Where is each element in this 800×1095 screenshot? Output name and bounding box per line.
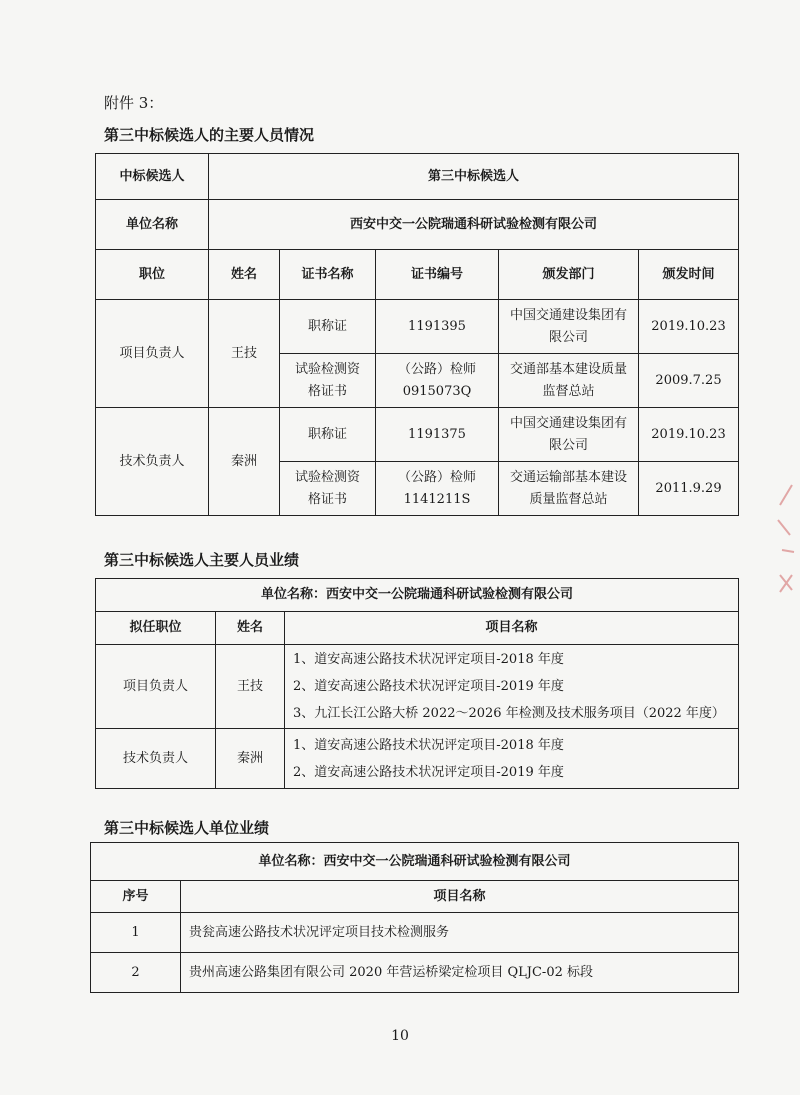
table-row — [96, 729, 739, 789]
header-row — [91, 881, 739, 913]
col-header-position: 职位 — [96, 250, 209, 300]
cert-date: 2011.9.29 — [639, 462, 739, 516]
col-header-position: 拟任职位 — [96, 612, 216, 645]
person-position: 项目负责人 — [96, 300, 209, 408]
cert-issuer: 交通运输部基本建设 质量监督总站 — [499, 462, 639, 516]
project-name: 贵瓮高速公路技术状况评定项目技术检测服务 — [181, 913, 739, 953]
list-item: 2、道安高速公路技术状况评定项目-2019 年度 — [293, 764, 564, 780]
col-header-cert-number: 证书编号 — [376, 250, 499, 300]
project-name: 贵州高速公路集团有限公司 2020 年营运桥梁定检项目 QLJC-02 标段 — [181, 953, 739, 993]
cert-name: 试验检测资 格证书 — [280, 354, 376, 408]
col-header-project: 项目名称 — [285, 612, 739, 645]
list-item: 2、道安高速公路技术状况评定项目-2019 年度 — [293, 679, 564, 694]
person-name: 秦洲 — [209, 408, 280, 516]
col-header-issue-date: 颁发时间 — [639, 250, 739, 300]
cert-issuer: 中国交通建设集团有 限公司 — [499, 408, 639, 462]
header-row — [96, 250, 739, 300]
seal-fragment-icon — [772, 480, 796, 610]
col-header-issuer: 颁发部门 — [499, 250, 639, 300]
unit-header: 单位名称：西安中交一公院瑞通科研试验检测有限公司 — [96, 579, 739, 612]
table-row — [96, 645, 739, 729]
cert-name: 职称证 — [280, 408, 376, 462]
list-item: 3、九江长江公路大桥 2022～2026 年检测及技术服务项目（2022 年度） — [293, 706, 725, 721]
col-header-project: 项目名称 — [181, 881, 739, 913]
cert-number: 1191375 — [376, 408, 499, 462]
col-header-cert-name: 证书名称 — [280, 250, 376, 300]
cert-name: 职称证 — [280, 300, 376, 354]
cert-date: 2019.10.23 — [639, 408, 739, 462]
row-number: 1 — [91, 913, 181, 953]
candidate-label: 中标候选人 — [96, 154, 209, 200]
person-position: 项目负责人 — [96, 645, 216, 729]
col-header-name: 姓名 — [209, 250, 280, 300]
cert-number: （公路）检师 0915073Q — [376, 354, 499, 408]
unit-header-row — [96, 579, 739, 612]
unit-header: 单位名称：西安中交一公院瑞通科研试验检测有限公司 — [91, 843, 739, 881]
cert-number: 1191395 — [376, 300, 499, 354]
project-list — [285, 729, 739, 789]
row-number: 2 — [91, 953, 181, 993]
unit-row — [96, 200, 739, 250]
candidate-row — [96, 154, 739, 200]
person-position: 技术负责人 — [96, 729, 216, 789]
cert-name: 试验检测资 格证书 — [280, 462, 376, 516]
unit-performance-table — [90, 842, 739, 993]
table-row — [96, 408, 739, 462]
attachment-label: 附件 3： — [104, 94, 164, 112]
table-row — [96, 300, 739, 354]
cert-date: 2009.7.25 — [639, 354, 739, 408]
personnel-table — [95, 153, 739, 516]
person-name: 王技 — [216, 645, 285, 729]
table-row — [91, 953, 739, 993]
section1-title: 第三中标候选人的主要人员情况 — [104, 126, 315, 144]
cert-date: 2019.10.23 — [639, 300, 739, 354]
list-item: 1、道安高速公路技术状况评定项目-2018 年度 — [293, 737, 564, 753]
col-header-no: 序号 — [91, 881, 181, 913]
cert-issuer: 中国交通建设集团有 限公司 — [499, 300, 639, 354]
section2-title: 第三中标候选人主要人员业绩 — [104, 551, 300, 569]
table-row — [91, 913, 739, 953]
unit-header-row — [91, 843, 739, 881]
candidate-value: 第三中标候选人 — [209, 154, 739, 200]
page-number: 10 — [391, 1028, 409, 1044]
cert-number: （公路）检师 1141211S — [376, 462, 499, 516]
performance-table — [95, 578, 739, 789]
list-item: 1、道安高速公路技术状况评定项目-2018 年度 — [293, 652, 564, 667]
person-position: 技术负责人 — [96, 408, 209, 516]
col-header-name: 姓名 — [216, 612, 285, 645]
section3-title: 第三中标候选人单位业绩 — [104, 819, 270, 837]
project-list — [285, 645, 739, 729]
unit-value: 西安中交一公院瑞通科研试验检测有限公司 — [209, 200, 739, 250]
unit-label: 单位名称 — [96, 200, 209, 250]
header-row — [96, 612, 739, 645]
person-name: 王技 — [209, 300, 280, 408]
cert-issuer: 交通部基本建设质量 监督总站 — [499, 354, 639, 408]
person-name: 秦洲 — [216, 729, 285, 789]
